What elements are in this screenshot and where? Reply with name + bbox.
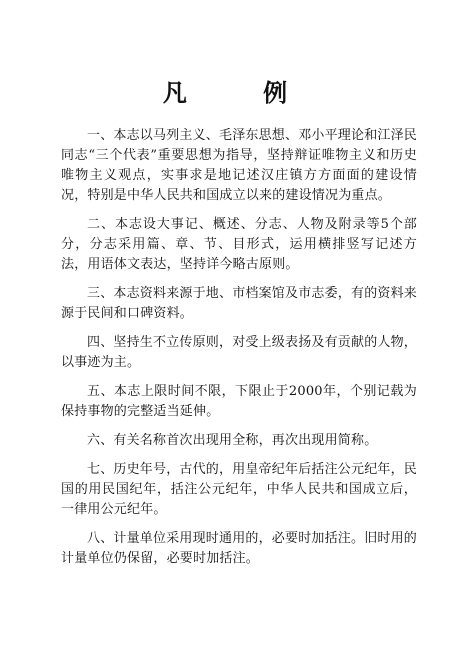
guideline-item: 四、坚持生不立传原则，对受上级表扬及有贡献的人物，以事迹为主。 <box>61 335 418 370</box>
guideline-item: 七、历史年号，古代的，用皇帝纪年后括注公元纪年，民国的用民国纪年，括注公元纪年，中华人民共和国成立后，一律用公元纪年。 <box>61 462 418 517</box>
guideline-item: 一、本志以马列主义、毛泽东思想、邓小平理论和江泽民同志“三个代表”重要思想为指导，坚持辩证唯物主义和历史唯物主义观点，实事求是地记述汉庄镇方方面面的建设情况，特别是中华人民共和国成立以来的建设情况为重点。 <box>61 128 418 203</box>
guideline-item: 八、计量单位采用现时通用的，必要时加括注。旧时用的计量单位仍保留，必要时加括注。 <box>61 531 418 566</box>
guidelines-body <box>61 126 417 578</box>
guideline-item: 三、本志资料来源于地、市档案馆及市志委，有的资料来源于民间和口碑资料。 <box>61 286 418 321</box>
page-title: 凡 例 <box>162 78 322 107</box>
guideline-item: 五、本志上限时间不限，下限止于2000年，个别记载为保持事物的完整适当延伸。 <box>61 384 417 419</box>
guideline-item: 二、本志设大事记、概述、分志、人物及附录等5个部分，分志采用篇、章、节、目形式，运用横排竖写记述方法，用语体文表达，坚持详今略古原则。 <box>61 217 417 272</box>
guideline-item: 六、有关名称首次出现用全称，再次出现用简称。 <box>87 433 378 448</box>
